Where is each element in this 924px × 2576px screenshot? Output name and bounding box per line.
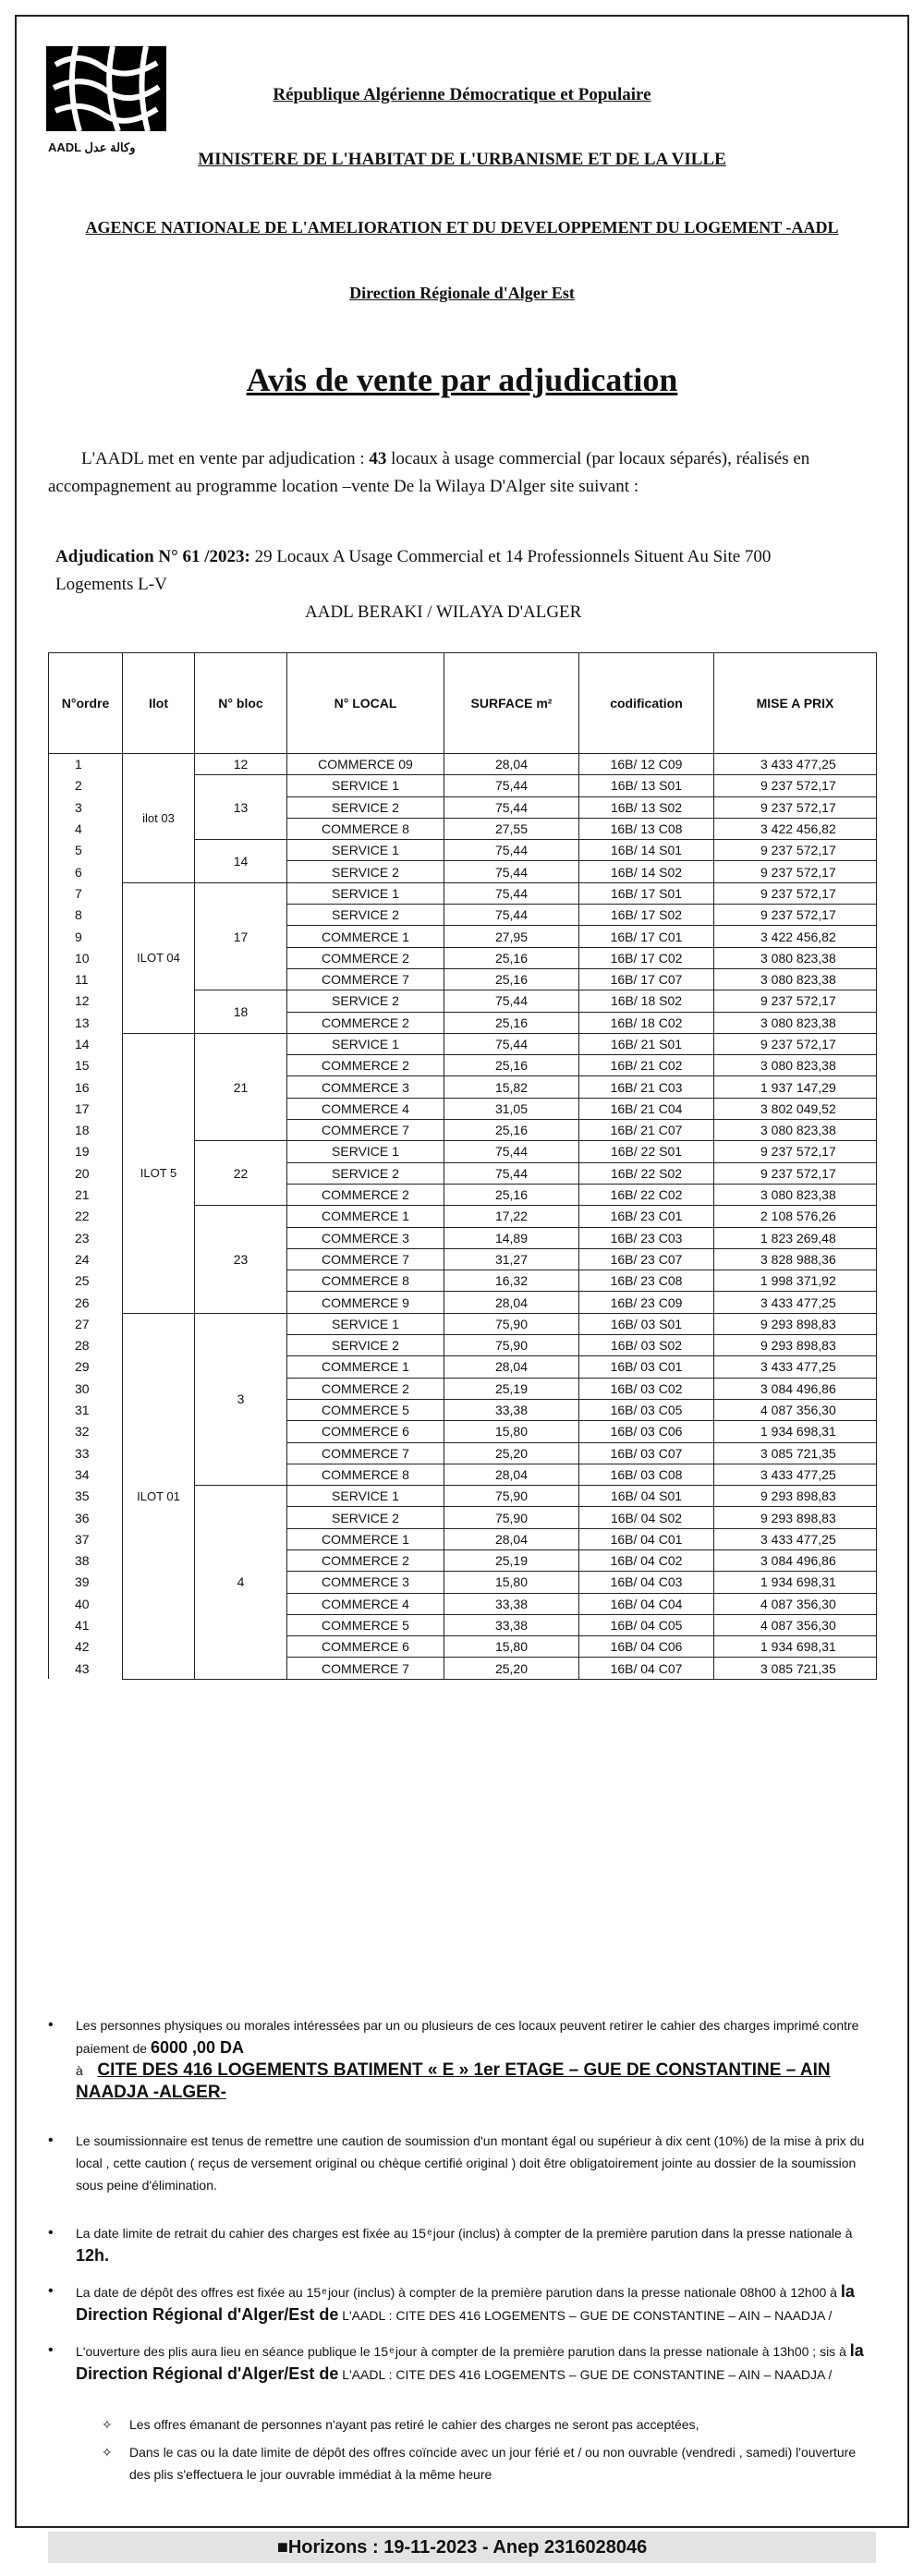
- cell-prix: 3 080 823,38: [714, 947, 877, 968]
- bullet-icon: •: [48, 2132, 54, 2148]
- cell-ordre: 22: [49, 1206, 123, 1227]
- cell-ilot: ILOT 5: [123, 1033, 195, 1313]
- cell-surface: 75,90: [444, 1507, 579, 1528]
- cell-codification: 16B/ 21 C03: [579, 1076, 714, 1098]
- cell-local: COMMERCE 2: [287, 1549, 444, 1571]
- cell-ordre: 27: [49, 1313, 123, 1334]
- cell-local: COMMERCE 8: [287, 1270, 444, 1292]
- cell-bloc: 17: [195, 882, 287, 990]
- cell-local: COMMERCE 2: [287, 1055, 444, 1076]
- cell-ordre: 23: [49, 1227, 123, 1248]
- cell-prix: 3 828 988,36: [714, 1248, 877, 1270]
- subnote-offres: [48, 2413, 880, 2436]
- cell-local: COMMERCE 5: [287, 1399, 444, 1420]
- cell-local: SERVICE 2: [287, 905, 444, 926]
- cell-ordre: 33: [49, 1442, 123, 1464]
- cell-prix: 9 237 572,17: [714, 775, 877, 796]
- note-ouverture: [48, 2339, 880, 2386]
- subnote2-text: Dans le cas ou la date limite de dépôt des offres coïncide avec un jour férié et / ou non ouvrable (vendredi , samedi): [129, 2445, 796, 2460]
- cell-surface: 27,55: [444, 818, 579, 839]
- cell-local: COMMERCE 3: [287, 1572, 444, 1593]
- cell-local: SERVICE 1: [287, 1033, 444, 1054]
- cell-ordre: 20: [49, 1162, 123, 1184]
- col-prix: MISE A PRIX: [714, 653, 877, 754]
- notice-title: Avis de vente par adjudication: [246, 361, 678, 398]
- note5-text: L'ouverture des plis aura lieu en séance publique le 15 ͤ jour à compter de la première parution dans la presse nationale à 13h00 ; sis à: [76, 2344, 850, 2359]
- cell-codification: 16B/ 21 C07: [579, 1120, 714, 1141]
- cell-bloc: 12: [195, 754, 287, 775]
- cell-ordre: 1: [49, 754, 123, 775]
- conditions-notes: [48, 2014, 880, 2491]
- cell-codification: 16B/ 03 C08: [579, 1464, 714, 1485]
- cell-surface: 28,04: [444, 1464, 579, 1485]
- note4-strong: la Direction Régional d'Alger/Est de: [76, 2282, 855, 2324]
- cell-codification: 16B/ 23 C09: [579, 1292, 714, 1313]
- cell-prix: 9 293 898,83: [714, 1507, 877, 1528]
- cell-ordre: 28: [49, 1335, 123, 1356]
- cell-prix: 9 237 572,17: [714, 796, 877, 818]
- note1-address: CITE DES 416 LOGEMENTS BATIMENT « E » 1er ETAGE – GUE DE CONSTANTINE – AIN NAADJA -ALGER-: [76, 2060, 831, 2102]
- cell-prix: 9 293 898,83: [714, 1313, 877, 1334]
- cell-local: COMMERCE 2: [287, 947, 444, 968]
- cell-prix: 3 080 823,38: [714, 1120, 877, 1141]
- footer-bar: ■Horizons : 19-11-2023 - Anep 2316028046: [48, 2532, 876, 2563]
- cell-local: SERVICE 2: [287, 1507, 444, 1528]
- cell-prix: 1 934 698,31: [714, 1636, 877, 1658]
- cell-surface: 75,90: [444, 1313, 579, 1334]
- cell-local: SERVICE 2: [287, 990, 444, 1012]
- cell-ordre: 38: [49, 1549, 123, 1571]
- note5-strong: la Direction Régional d'Alger/Est de: [76, 2341, 864, 2383]
- cell-codification: 16B/ 04 C03: [579, 1572, 714, 1593]
- cell-prix: 3 085 721,35: [714, 1658, 877, 1679]
- cell-surface: 31,05: [444, 1098, 579, 1119]
- cell-ordre: 12: [49, 990, 123, 1012]
- cell-surface: 28,04: [444, 1528, 579, 1549]
- cell-codification: 16B/ 13 S01: [579, 775, 714, 796]
- cell-ordre: 5: [49, 840, 123, 861]
- cell-ordre: 15: [49, 1055, 123, 1076]
- cell-prix: 4 087 356,30: [714, 1399, 877, 1420]
- cell-prix: 3 433 477,25: [714, 1528, 877, 1549]
- table-row: [49, 882, 877, 904]
- cell-codification: 16B/ 17 S02: [579, 905, 714, 926]
- cell-surface: 25,16: [444, 1055, 579, 1076]
- cell-surface: 14,89: [444, 1227, 579, 1248]
- cell-codification: 16B/ 04 C06: [579, 1636, 714, 1658]
- cell-bloc: 4: [195, 1486, 287, 1680]
- cell-local: COMMERCE 4: [287, 1098, 444, 1119]
- adjudication-label: Adjudication N° 61 /2023:: [55, 547, 250, 566]
- cell-codification: 16B/ 17 C02: [579, 947, 714, 968]
- cell-codification: 16B/ 04 S02: [579, 1507, 714, 1528]
- cell-prix: 1 823 269,48: [714, 1227, 877, 1248]
- cell-codification: 16B/ 14 S02: [579, 861, 714, 882]
- note1-text: Les personnes physiques ou morales intéressées par un ou plusieurs de ces locaux peuvent retirer le cahier des charges imprimé contre paiement de: [76, 2018, 859, 2056]
- cell-ordre: 16: [49, 1076, 123, 1098]
- cell-codification: 16B/ 17 C07: [579, 968, 714, 990]
- cell-surface: 17,22: [444, 1206, 579, 1227]
- adjudication-block: [55, 543, 850, 626]
- cell-surface: 33,38: [444, 1399, 579, 1420]
- cell-prix: 3 433 477,25: [714, 1464, 877, 1485]
- cell-ordre: 11: [49, 968, 123, 990]
- bullet-icon: •: [48, 2017, 54, 2033]
- cell-codification: 16B/ 04 S01: [579, 1486, 714, 1507]
- cell-surface: 28,04: [444, 1356, 579, 1378]
- cell-prix: 4 087 356,30: [714, 1614, 877, 1635]
- table-header-row: [49, 653, 877, 754]
- cell-bloc: 21: [195, 1033, 287, 1140]
- cell-bloc: 22: [195, 1141, 287, 1206]
- cell-ordre: 4: [49, 818, 123, 839]
- cell-surface: 25,16: [444, 947, 579, 968]
- cell-prix: 3 080 823,38: [714, 1184, 877, 1205]
- cell-codification: 16B/ 22 S02: [579, 1162, 714, 1184]
- cell-prix: 3 080 823,38: [714, 968, 877, 990]
- col-bloc: N° bloc: [195, 653, 287, 754]
- cell-codification: 16B/ 14 S01: [579, 840, 714, 861]
- cell-codification: 16B/ 22 S01: [579, 1141, 714, 1162]
- cell-surface: 75,44: [444, 775, 579, 796]
- cell-codification: 16B/ 04 C05: [579, 1614, 714, 1635]
- cell-surface: 25,19: [444, 1549, 579, 1571]
- republic-heading: République Algérienne Démocratique et Populaire: [273, 85, 651, 104]
- note1-a: à: [76, 2063, 83, 2078]
- cell-surface: 25,20: [444, 1442, 579, 1464]
- cell-local: COMMERCE 7: [287, 1658, 444, 1679]
- cell-codification: 16B/ 23 C08: [579, 1270, 714, 1292]
- cell-prix: 9 237 572,17: [714, 840, 877, 861]
- cell-prix: 9 237 572,17: [714, 1162, 877, 1184]
- cell-ilot: ilot 03: [123, 754, 195, 883]
- cell-codification: 16B/ 18 S02: [579, 990, 714, 1012]
- cell-prix: 3 080 823,38: [714, 1055, 877, 1076]
- cell-ordre: 2: [49, 775, 123, 796]
- cell-ordre: 32: [49, 1421, 123, 1442]
- cell-ordre: 18: [49, 1120, 123, 1141]
- note-caution: [48, 2130, 880, 2196]
- diamond-icon: ✧: [102, 2445, 113, 2460]
- cell-prix: 3 433 477,25: [714, 1356, 877, 1378]
- cell-ordre: 9: [49, 926, 123, 947]
- cell-local: COMMERCE 1: [287, 1356, 444, 1378]
- cell-local: COMMERCE 9: [287, 1292, 444, 1313]
- cell-ordre: 10: [49, 947, 123, 968]
- cell-codification: 16B/ 13 S02: [579, 796, 714, 818]
- cell-local: COMMERCE 6: [287, 1421, 444, 1442]
- cell-ordre: 40: [49, 1593, 123, 1614]
- cell-local: COMMERCE 3: [287, 1076, 444, 1098]
- cell-surface: 75,44: [444, 905, 579, 926]
- diamond-icon: ✧: [102, 2417, 113, 2432]
- cell-surface: 75,90: [444, 1335, 579, 1356]
- cell-surface: 75,44: [444, 840, 579, 861]
- cell-local: COMMERCE 2: [287, 1184, 444, 1205]
- cell-prix: 1 937 147,29: [714, 1076, 877, 1098]
- cell-ordre: 34: [49, 1464, 123, 1485]
- cell-prix: 1 998 371,92: [714, 1270, 877, 1292]
- cell-prix: 4 087 356,30: [714, 1593, 877, 1614]
- cell-local: COMMERCE 8: [287, 1464, 444, 1485]
- table-row: [49, 1313, 877, 1334]
- subnote2-tail: ouvrable immédiat à la même heure: [282, 2467, 492, 2482]
- cell-surface: 75,44: [444, 796, 579, 818]
- cell-prix: 3 422 456,82: [714, 926, 877, 947]
- cell-ordre: 39: [49, 1572, 123, 1593]
- note1-amount: 6000 ,00 DA: [150, 2038, 245, 2057]
- cell-local: SERVICE 1: [287, 1313, 444, 1334]
- intro-paragraph: [48, 445, 852, 501]
- col-ordre: N°ordre: [49, 653, 123, 754]
- cell-ordre: 37: [49, 1528, 123, 1549]
- cell-ilot: ILOT 01: [123, 1313, 195, 1679]
- cell-surface: 16,32: [444, 1270, 579, 1292]
- cell-surface: 33,38: [444, 1593, 579, 1614]
- cell-codification: 16B/ 03 C02: [579, 1378, 714, 1399]
- cell-ordre: 35: [49, 1486, 123, 1507]
- cell-ordre: 30: [49, 1378, 123, 1399]
- cell-prix: 3 433 477,25: [714, 1292, 877, 1313]
- logo-caption: AADL وكالة عدل: [48, 140, 136, 154]
- cell-ordre: 6: [49, 861, 123, 882]
- cell-local: COMMERCE 7: [287, 968, 444, 990]
- cell-codification: 16B/ 03 S02: [579, 1335, 714, 1356]
- cell-ordre: 3: [49, 796, 123, 818]
- intro-before: L'AADL met en vente par adjudication :: [81, 449, 370, 468]
- cell-codification: 16B/ 04 C07: [579, 1658, 714, 1679]
- bullet-icon: •: [48, 2283, 54, 2299]
- cell-prix: 3 084 496,86: [714, 1549, 877, 1571]
- adjudication-line2: AADL BERAKI / WILAYA D'ALGER: [305, 602, 582, 622]
- note3-time: 12h.: [76, 2246, 110, 2265]
- cell-surface: 75,90: [444, 1486, 579, 1507]
- cell-ordre: 26: [49, 1292, 123, 1313]
- cell-codification: 16B/ 03 C07: [579, 1442, 714, 1464]
- cell-local: SERVICE 2: [287, 861, 444, 882]
- cell-local: SERVICE 2: [287, 1162, 444, 1184]
- cell-prix: 3 802 049,52: [714, 1098, 877, 1119]
- cell-prix: 9 237 572,17: [714, 905, 877, 926]
- bullet-icon: •: [48, 2225, 54, 2241]
- cell-local: SERVICE 1: [287, 882, 444, 904]
- cell-prix: 9 237 572,17: [714, 1141, 877, 1162]
- cell-local: COMMERCE 7: [287, 1120, 444, 1141]
- cell-ordre: 13: [49, 1012, 123, 1033]
- cell-surface: 75,44: [444, 1162, 579, 1184]
- cell-codification: 16B/ 03 C06: [579, 1421, 714, 1442]
- table-row: [49, 754, 877, 775]
- cell-ordre: 43: [49, 1658, 123, 1679]
- cell-prix: 1 934 698,31: [714, 1572, 877, 1593]
- cell-surface: 25,16: [444, 968, 579, 990]
- ministry-heading: MINISTERE DE L'HABITAT DE L'URBANISME ET DE LA VILLE: [198, 150, 726, 169]
- cell-surface: 31,27: [444, 1248, 579, 1270]
- cell-surface: 75,44: [444, 1141, 579, 1162]
- cell-local: COMMERCE 1: [287, 1528, 444, 1549]
- cell-ordre: 21: [49, 1184, 123, 1205]
- cell-codification: 16B/ 03 S01: [579, 1313, 714, 1334]
- cell-ordre: 24: [49, 1248, 123, 1270]
- cell-ordre: 41: [49, 1614, 123, 1635]
- cell-local: COMMERCE 1: [287, 1206, 444, 1227]
- note-retrait: [48, 2222, 880, 2267]
- cell-codification: 16B/ 21 C02: [579, 1055, 714, 1076]
- cell-bloc: 14: [195, 840, 287, 883]
- bullet-icon: •: [48, 2342, 54, 2358]
- note4-tail: L'AADL : CITE DES 416 LOGEMENTS – GUE DE CONSTANTINE – AIN – NAADJA /: [338, 2308, 833, 2323]
- direction-heading: Direction Régionale d'Alger Est: [349, 284, 575, 302]
- cell-surface: 75,44: [444, 1033, 579, 1054]
- cell-prix: 1 934 698,31: [714, 1421, 877, 1442]
- subnote-jour-ferie: [48, 2441, 880, 2485]
- cell-codification: 16B/ 21 C04: [579, 1098, 714, 1119]
- cell-surface: 15,80: [444, 1572, 579, 1593]
- note2-text: Le soumissionnaire est tenus de remettre une caution de soumission d'un montant égal ou supérieur à dix cent (10%) de la mise à prix du local , cette caution ( reçus de versement original ou chèque certifié original ) doit être obligatoirement jointe au dossier de la soumission sous peine d'élimination.: [76, 2133, 865, 2193]
- cell-prix: 3 422 456,82: [714, 818, 877, 839]
- cell-local: COMMERCE 2: [287, 1378, 444, 1399]
- cell-codification: 16B/ 22 C02: [579, 1184, 714, 1205]
- cell-prix: 3 084 496,86: [714, 1378, 877, 1399]
- cell-local: SERVICE 2: [287, 1335, 444, 1356]
- cell-codification: 16B/ 04 C02: [579, 1549, 714, 1571]
- cell-ordre: 7: [49, 882, 123, 904]
- col-local: N° LOCAL: [287, 653, 444, 754]
- cell-surface: 75,44: [444, 861, 579, 882]
- note-cahier: [48, 2014, 880, 2104]
- cell-codification: 16B/ 04 C01: [579, 1528, 714, 1549]
- cell-ordre: 19: [49, 1141, 123, 1162]
- cell-local: SERVICE 2: [287, 796, 444, 818]
- cell-surface: 25,19: [444, 1378, 579, 1399]
- cell-local: COMMERCE 1: [287, 926, 444, 947]
- cell-surface: 25,16: [444, 1012, 579, 1033]
- note-depot: [48, 2280, 880, 2327]
- cell-surface: 25,20: [444, 1658, 579, 1679]
- cell-surface: 27,95: [444, 926, 579, 947]
- cell-local: SERVICE 1: [287, 1486, 444, 1507]
- cell-codification: 16B/ 04 C04: [579, 1593, 714, 1614]
- cell-local: COMMERCE 09: [287, 754, 444, 775]
- cell-prix: 9 237 572,17: [714, 990, 877, 1012]
- intro-after: locaux à usage commercial (par locaux séparés), réalisés en accompagnement au programme location –vente De la Wilaya D'Alger site suivant :: [48, 449, 810, 496]
- cell-codification: 16B/ 12 C09: [579, 754, 714, 775]
- table-row: [49, 1033, 877, 1054]
- cell-codification: 16B/ 21 S01: [579, 1033, 714, 1054]
- cell-local: COMMERCE 7: [287, 1248, 444, 1270]
- cell-codification: 16B/ 03 C05: [579, 1399, 714, 1420]
- cell-ordre: 17: [49, 1098, 123, 1119]
- cell-bloc: 3: [195, 1313, 287, 1485]
- cell-codification: 16B/ 13 C08: [579, 818, 714, 839]
- cell-ordre: 29: [49, 1356, 123, 1378]
- cell-local: COMMERCE 5: [287, 1614, 444, 1635]
- cell-ordre: 25: [49, 1270, 123, 1292]
- cell-prix: 9 293 898,83: [714, 1486, 877, 1507]
- cell-local: COMMERCE 7: [287, 1442, 444, 1464]
- cell-surface: 15,80: [444, 1636, 579, 1658]
- cell-prix: 3 080 823,38: [714, 1012, 877, 1033]
- cell-prix: 9 293 898,83: [714, 1335, 877, 1356]
- cell-codification: 16B/ 17 C01: [579, 926, 714, 947]
- cell-codification: 16B/ 17 S01: [579, 882, 714, 904]
- cell-local: SERVICE 1: [287, 1141, 444, 1162]
- col-surface: SURFACE m²: [444, 653, 579, 754]
- cell-ordre: 42: [49, 1636, 123, 1658]
- cell-codification: 16B/ 23 C01: [579, 1206, 714, 1227]
- cell-bloc: 13: [195, 775, 287, 840]
- adjudication-line1: 29 Locaux A Usage Commercial et 14 Professionnels Situent Au Site 700 Logements L-V: [55, 547, 772, 594]
- cell-codification: 16B/ 23 C07: [579, 1248, 714, 1270]
- cell-prix: 9 237 572,17: [714, 882, 877, 904]
- cell-surface: 75,44: [444, 882, 579, 904]
- cell-local: COMMERCE 2: [287, 1012, 444, 1033]
- cell-prix: 2 108 576,26: [714, 1206, 877, 1227]
- cell-ordre: 8: [49, 905, 123, 926]
- cell-ordre: 31: [49, 1399, 123, 1420]
- cell-ilot: ILOT 04: [123, 882, 195, 1033]
- cell-prix: 3 433 477,25: [714, 754, 877, 775]
- note3-text: La date limite de retrait du cahier des charges est fixée au 15 ͤ jour (inclus) à compter de la première parution dans la presse nationale à: [76, 2226, 853, 2241]
- cell-surface: 25,16: [444, 1184, 579, 1205]
- cell-prix: 9 237 572,17: [714, 1033, 877, 1054]
- cell-codification: 16B/ 18 C02: [579, 1012, 714, 1033]
- cell-surface: 33,38: [444, 1614, 579, 1635]
- cell-local: COMMERCE 3: [287, 1227, 444, 1248]
- cell-local: COMMERCE 6: [287, 1636, 444, 1658]
- cell-local: COMMERCE 4: [287, 1593, 444, 1614]
- cell-surface: 28,04: [444, 1292, 579, 1313]
- cell-prix: 9 237 572,17: [714, 861, 877, 882]
- col-codification: codification: [579, 653, 714, 754]
- cell-surface: 25,16: [444, 1120, 579, 1141]
- cell-surface: 15,80: [444, 1421, 579, 1442]
- locaux-table: [48, 652, 877, 1680]
- locaux-count: 43: [369, 449, 387, 468]
- cell-bloc: 18: [195, 990, 287, 1034]
- cell-surface: 28,04: [444, 754, 579, 775]
- cell-local: SERVICE 1: [287, 840, 444, 861]
- note5-tail: L'AADL : CITE DES 416 LOGEMENTS – GUE DE CONSTANTINE – AIN – NAADJA /: [338, 2367, 833, 2382]
- cell-surface: 75,44: [444, 990, 579, 1012]
- cell-surface: 15,82: [444, 1076, 579, 1098]
- cell-ordre: 14: [49, 1033, 123, 1054]
- cell-prix: 3 085 721,35: [714, 1442, 877, 1464]
- cell-local: COMMERCE 8: [287, 818, 444, 839]
- col-ilot: Ilot: [123, 653, 195, 754]
- cell-codification: 16B/ 23 C03: [579, 1227, 714, 1248]
- cell-ordre: 36: [49, 1507, 123, 1528]
- note4-text: La date de dépôt des offres est fixée au 15 ͤ jour (inclus) à compter de la première parution dans la presse nationale 08h00 à 12h00 à: [76, 2285, 841, 2300]
- subnote2-strong: l'ouverture des plis s'effectuera le jour: [129, 2445, 857, 2482]
- cell-codification: 16B/ 03 C01: [579, 1356, 714, 1378]
- subnote1-text: Les offres émanant de personnes n'ayant pas retiré le cahier des charges ne seront pas acceptées,: [129, 2417, 699, 2432]
- agency-heading: AGENCE NATIONALE DE L'AMELIORATION ET DU DEVELOPPEMENT DU LOGEMENT -AADL: [85, 218, 839, 237]
- cell-local: SERVICE 1: [287, 775, 444, 796]
- cell-bloc: 23: [195, 1206, 287, 1313]
